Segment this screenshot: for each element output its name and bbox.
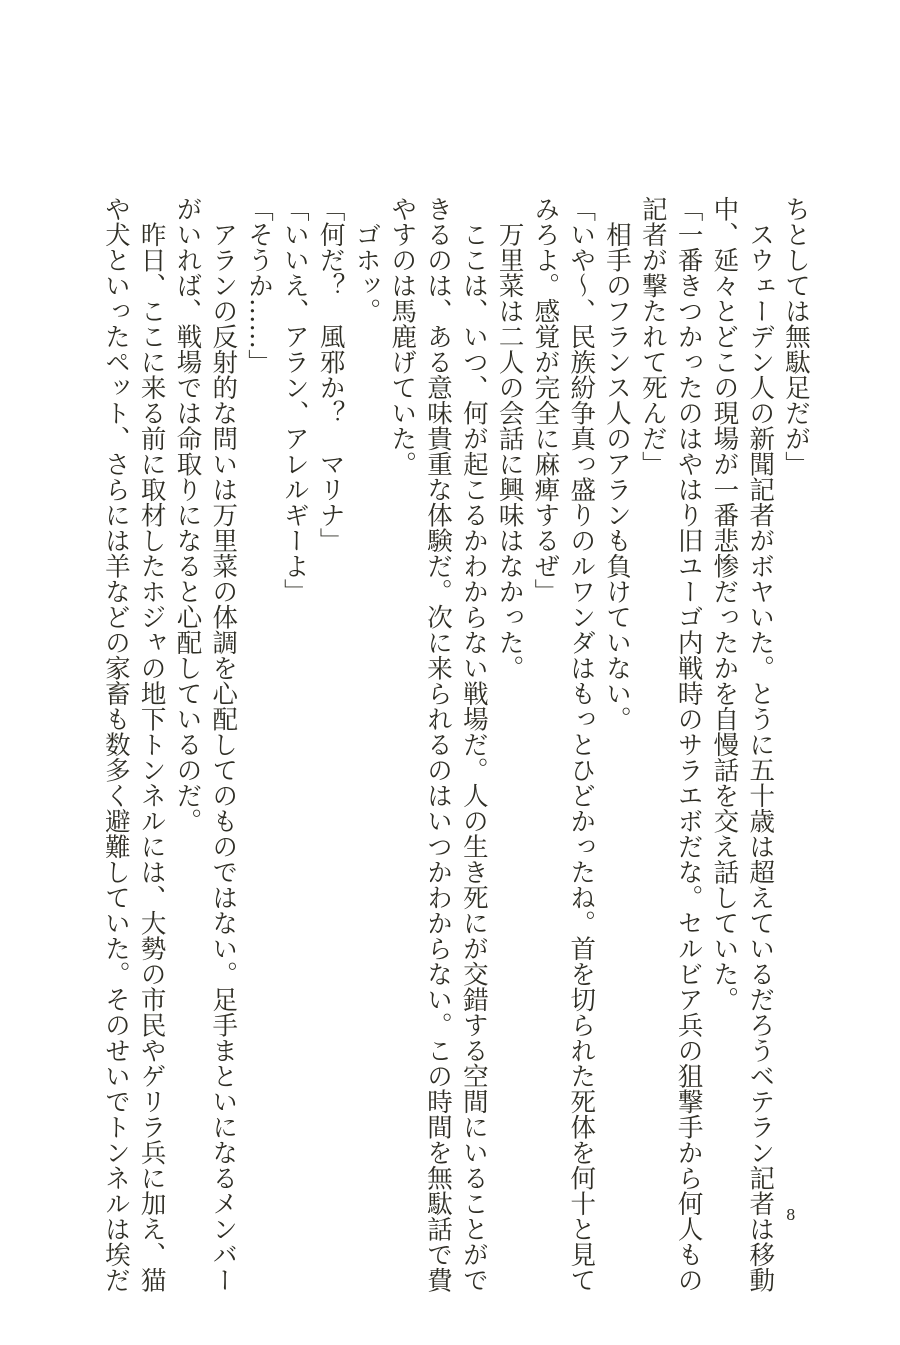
text-line: ゴホッ。: [351, 196, 382, 324]
text-line: や犬といったペット、さらには羊などの家畜も数多く避難していた。そのせいでトンネルは埃だ: [100, 196, 131, 1293]
text-line: 「いや〜、民族紛争真っ盛りのルワンダはもっとひどかったね。首を切られた死体を何十と見て: [566, 196, 597, 1293]
text-line: 「一番きつかったのはやはり旧ユーゴ内戦時のサラエボだな。セルビア兵の狙撃手から何人もの: [673, 196, 704, 1293]
text-line: 「そうか……」: [244, 196, 275, 375]
text-line: 相手のフランス人のアランも負けていない。: [602, 196, 633, 732]
text-line: がいれば、戦場では命取りになると心配しているのだ。: [172, 196, 203, 834]
vertical-body-text: [97, 196, 813, 1293]
text-line: やすのは馬鹿げていた。: [387, 196, 418, 477]
text-line: アランの反射的な問いは万里菜の体調を心配してのものではない。足手まといになるメンバー: [208, 196, 239, 1293]
text-line: 万里菜は二人の会話に興味はなかった。: [494, 196, 525, 681]
text-line: 昨日、ここに来る前に取材したホジャの地下トンネルには、大勢の市民やゲリラ兵に加え、猫: [136, 196, 167, 1293]
text-line: きるのは、ある意味貴重な体験だ。次に来られるのはいつかわからない。この時間を無駄話で費: [423, 196, 454, 1293]
text-line: 中、延々とどこの現場が一番悲惨だったかを自慢話を交え話していた。: [709, 196, 740, 1012]
text-line: 記者が撃たれて死んだ」: [637, 196, 668, 477]
text-line: ここは、いつ、何が起こるかわからない戦場だ。人の生き死にが交錯する空間にいることがで: [458, 196, 489, 1293]
text-line: ちとしては無駄足だが」: [781, 196, 811, 477]
text-line: 「いいえ、アラン、アレルギーよ」: [279, 196, 310, 604]
text-line: みろよ。感覚が完全に麻痺するぜ」: [530, 196, 561, 604]
page-number: 8: [786, 1206, 796, 1224]
text-line: スウェーデン人の新聞記者がボヤいた。とうに五十歳は超えているだろうベテラン記者は移動: [745, 196, 776, 1293]
text-line: 「何だ？ 風邪か？ マリナ」: [315, 196, 346, 553]
